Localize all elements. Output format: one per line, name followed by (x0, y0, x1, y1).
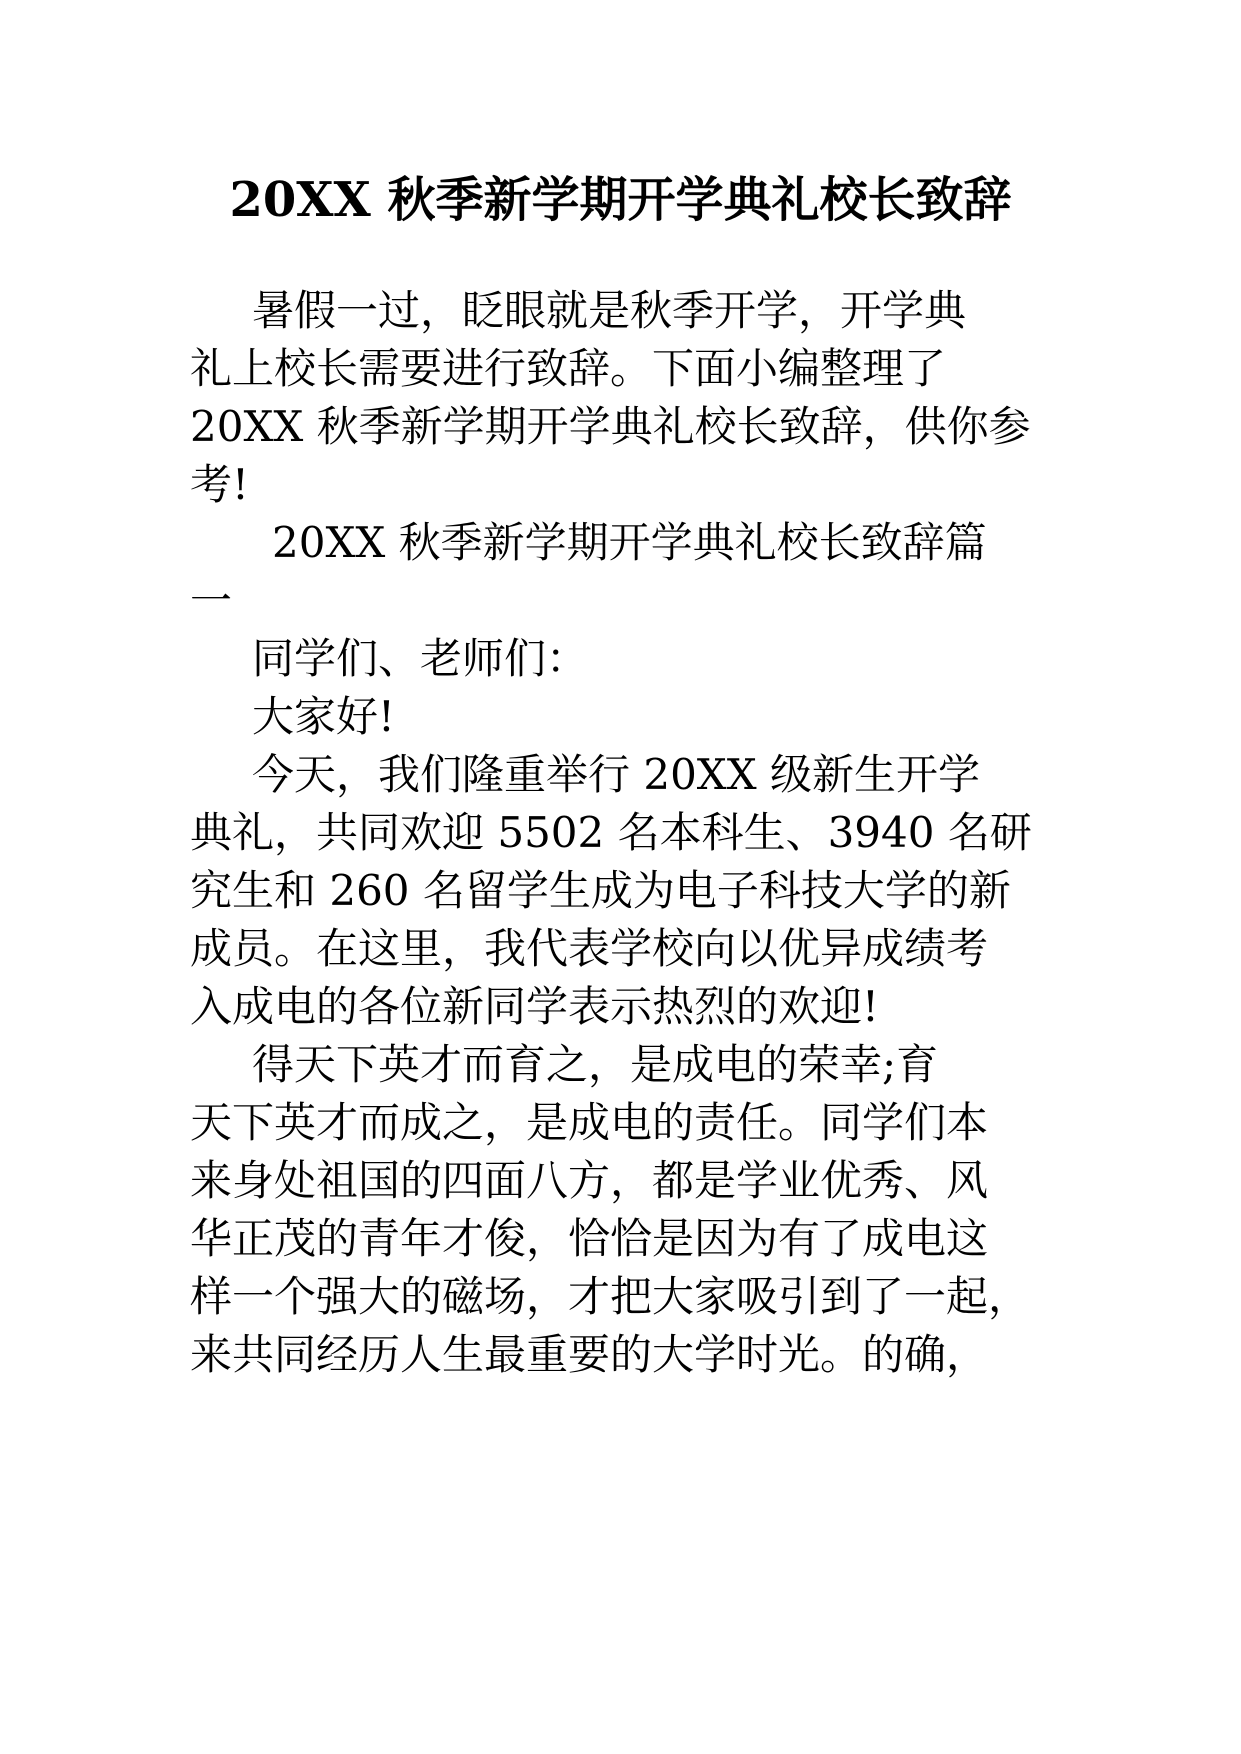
intro-line-3: 20XX 秋季新学期开学典礼校长致辞，供你参 (190, 402, 1031, 451)
greeting: 大家好! (252, 692, 395, 741)
para2-line-2: 天下英才而成之，是成电的责任。同学们本 (190, 1098, 989, 1147)
para1-line-2: 典礼，共同欢迎 5502 名本科生、3940 名研 (190, 808, 1032, 857)
intro-line-2: 礼上校长需要进行致辞。下面小编整理了 (190, 344, 947, 393)
salutation: 同学们、老师们： (252, 634, 589, 683)
para2-line-5: 样一个强大的磁场，才把大家吸引到了一起， (190, 1272, 1031, 1321)
section-heading-line-1: 20XX 秋季新学期开学典礼校长致辞篇 (272, 518, 987, 567)
section-heading-line-2: 一 (190, 576, 233, 625)
para2-line-3: 来身处祖国的四面八方，都是学业优秀、风 (190, 1156, 989, 1205)
intro-line-1: 暑假一过，眨眼就是秋季开学，开学典 (252, 286, 967, 335)
para1-line-5: 入成电的各位新同学表示热烈的欢迎! (190, 982, 879, 1031)
para1-line-3: 究生和 260 名留学生成为电子科技大学的新 (190, 866, 1011, 915)
para1-line-1: 今天，我们隆重举行 20XX 级新生开学 (252, 750, 980, 799)
intro-line-4: 考! (190, 460, 249, 509)
document-title: 20XX 秋季新学期开学典礼校长致辞 (229, 172, 1012, 228)
para2-line-4: 华正茂的青年才俊，恰恰是因为有了成电这 (190, 1214, 989, 1263)
para2-line-6: 来共同经历人生最重要的大学时光。的确， (190, 1330, 989, 1379)
para1-line-4: 成员。在这里，我代表学校向以优异成绩考 (190, 924, 989, 973)
para2-line-1: 得天下英才而育之，是成电的荣幸;育 (252, 1040, 939, 1089)
